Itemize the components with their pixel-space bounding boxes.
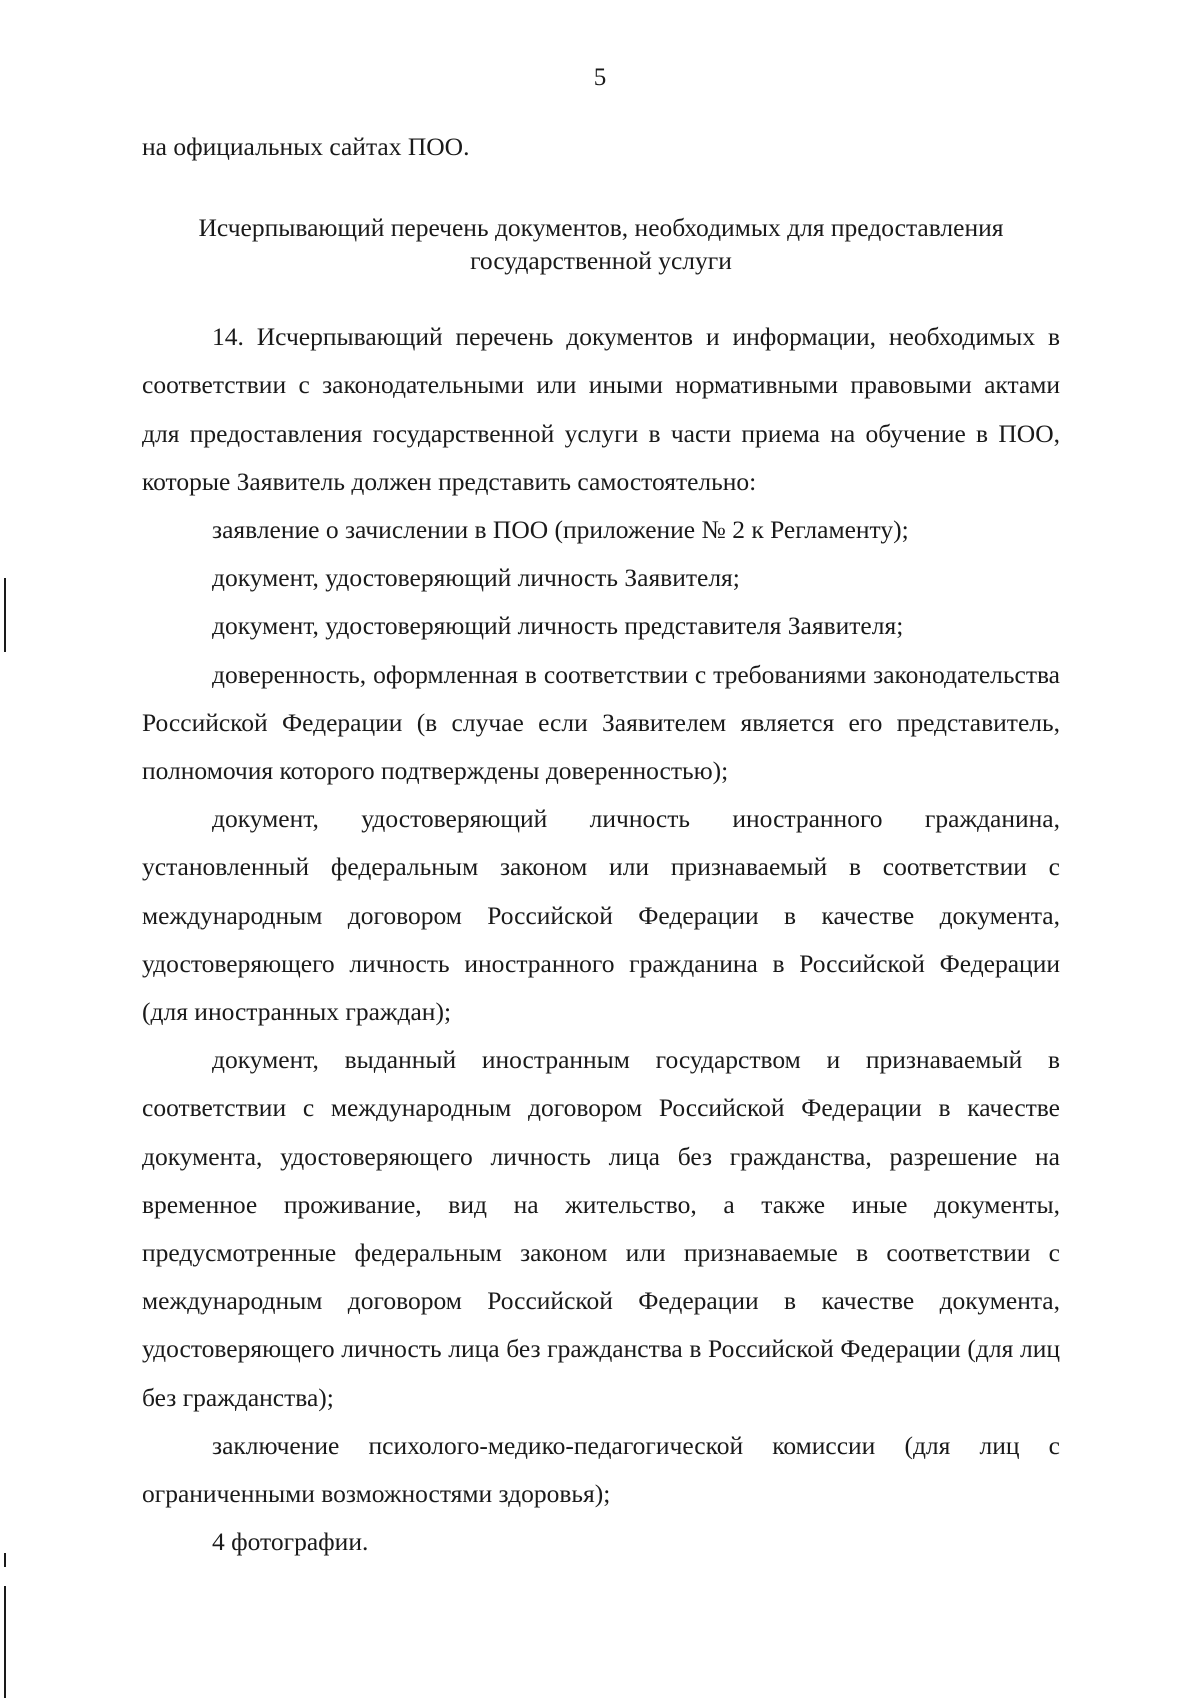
list-item-applicant-id: документ, удостоверяющий личность Заявителя; [212,563,740,593]
list-item-representative-id: документ, удостоверяющий личность представителя Заявителя; [212,611,904,641]
margin-mark-lower-short [4,1553,6,1567]
list-item-power-of-attorney: доверенность, оформленная в соответствии с требованиями законодательства Российской Федерации (в случае если Заявителем является его представитель, полномочия которого подтверждены доверенностью); [142,659,1060,786]
margin-mark-upper [4,578,6,652]
paragraph-14: 14. Исчерпывающий перечень документов и информации, необходимых в соответствии с законодательными или иными нормативными правовыми актами для предоставления государственной услуги в части приема на обучение в ПОО, которые Заявитель должен представить самостоятельно: [142,322,1060,496]
margin-mark-lower [4,1586,6,1698]
list-item-photos: 4 фотографии. [212,1527,369,1557]
list-item-foreign-citizen-id: документ, удостоверяющий личность иностранного гражданина, установленный федеральным законом или признаваемый в соответствии с международным договором Российской Федерации в качестве документа, удостоверяющего личность иностранного гражданина в Российской Федерации (для иностранных граждан); [142,804,1060,1027]
section-heading [142,211,1060,277]
section-heading-line-1: Исчерпывающий перечень документов, необходимых для предоставления [198,213,1004,243]
section-heading-line-2: государственной услуги [470,246,732,276]
list-item-pmpk-conclusion: заключение психолого-медико-педагогической комиссии (для лиц с ограниченными возможностями здоровья); [142,1430,1060,1509]
list-item-application: заявление о зачислении в ПОО (приложение № 2 к Регламенту); [212,515,909,545]
document-body [142,123,1060,1566]
intro-line: на официальных сайтах ПОО. [142,132,470,161]
page-number: 5 [593,64,607,91]
list-item-stateless-id: документ, выданный иностранным государством и признаваемый в соответствии с международным договором Российской Федерации в качестве документа, удостоверяющего личность лица без гражданства, разрешение на временное проживание, вид на жительство, а также иные документы, предусмотренные федеральным законом или признаваемые в соответствии с международным договором Российской Федерации в качестве документа, удостоверяющего личность лица без гражданства в Российской Федерации (для лиц без гражданства); [142,1045,1060,1412]
